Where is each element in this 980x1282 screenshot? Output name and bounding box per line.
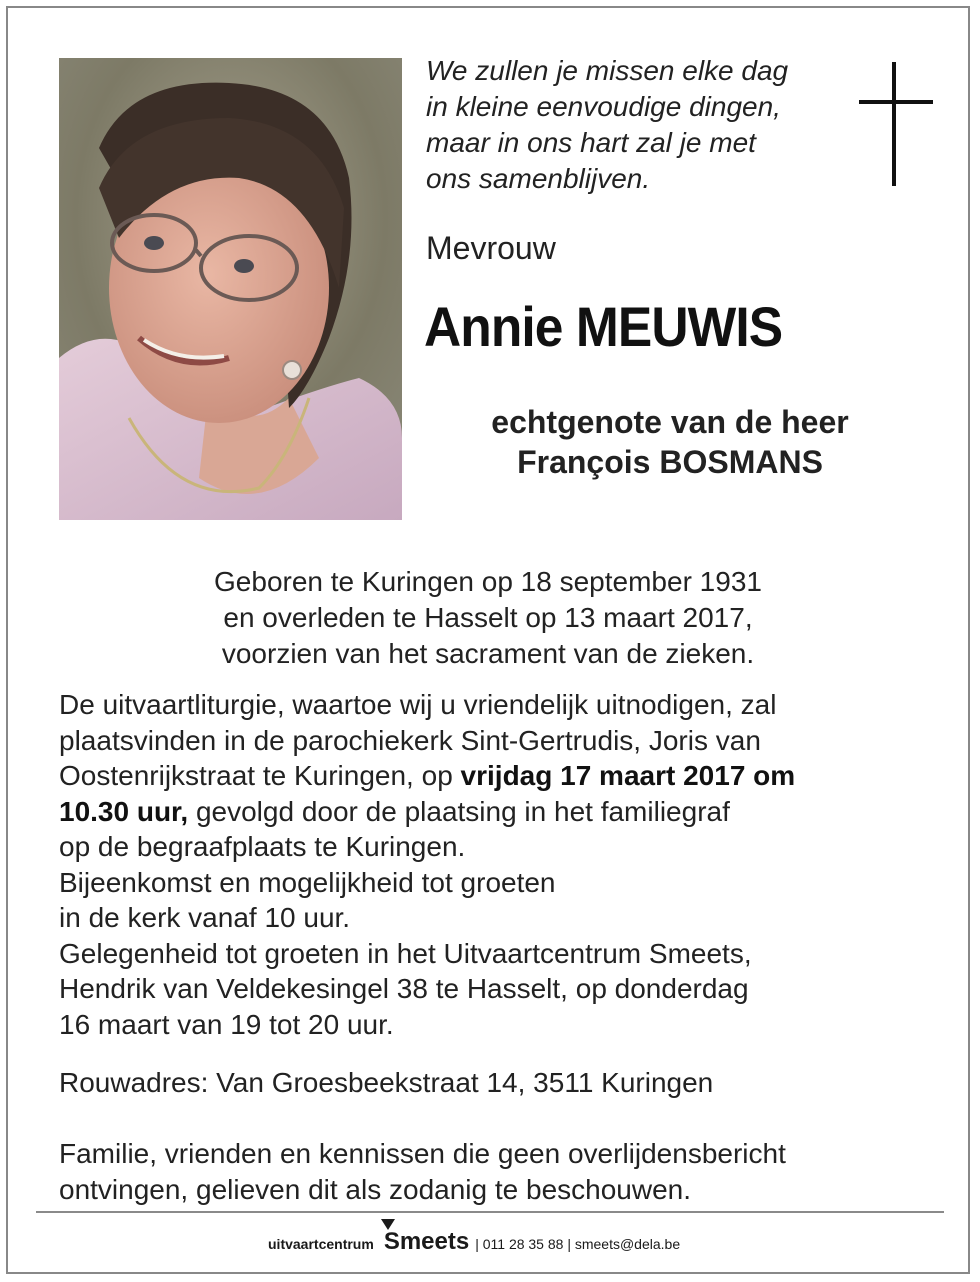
sacrament-line: voorzien van het sacrament van de zieken.	[221, 638, 755, 669]
ceremony-line	[59, 758, 939, 794]
birth-line: Geboren te Kuringen op 18 september 1931	[214, 566, 762, 597]
footer-prefix: uitvaartcentrum	[268, 1236, 374, 1252]
ceremony-line: op de begraafplaats te Kuringen.	[59, 831, 466, 862]
ceremony-line: in de kerk vanaf 10 uur.	[59, 902, 351, 933]
portrait-photo	[59, 58, 402, 520]
ceremony-line: De uitvaartliturgie, waartoe wij u vriendelijk uitnodigen, zal	[59, 689, 777, 720]
death-line: en overleden te Hasselt op 13 maart 2017,	[223, 602, 753, 633]
ceremony-date-bold: vrijdag 17 maart 2017 om	[460, 760, 796, 791]
ceremony-text: gevolgd door de plaatsing in het familiegraf	[188, 795, 730, 827]
closing-note	[59, 1136, 786, 1208]
life-dates	[40, 564, 936, 672]
closing-line: ontvingen, gelieven dit als zodanig te beschouwen.	[59, 1174, 691, 1205]
ceremony-line: Gelegenheid tot groeten in het Uitvaartcentrum Smeets,	[59, 937, 752, 969]
closing-line: Familie, vrienden en kennissen die geen overlijdensbericht	[59, 1138, 786, 1169]
poem-line: in kleine eenvoudige dingen,	[426, 91, 781, 122]
ceremony-line	[59, 794, 939, 830]
spouse-line: echtgenote van de heer	[491, 404, 849, 440]
spouse-name: François BOSMANS	[517, 444, 823, 480]
ceremony-details	[59, 687, 939, 1042]
footer-divider	[36, 1211, 944, 1213]
ceremony-line: Bijeenkomst en mogelijkheid tot groeten	[59, 866, 556, 898]
honorific: Mevrouw	[426, 230, 556, 266]
ceremony-line: Hendrik van Veldekesingel 38 te Hasselt, op donderdag	[59, 973, 749, 1004]
cross-icon	[859, 62, 933, 186]
poem-line: ons samenblijven.	[426, 163, 651, 194]
footer	[268, 1228, 680, 1262]
footer-brand: Smeets	[383, 1228, 470, 1255]
poem-line: We zullen je missen elke dag	[426, 55, 789, 86]
ceremony-time-bold: 10.30 uur,	[59, 795, 189, 827]
mourning-address: Rouwadres: Van Groesbeekstraat 14, 3511 Kuringen	[59, 1067, 714, 1098]
poem-line: maar in ons hart zal je met	[426, 127, 756, 158]
footer-contact: | 011 28 35 88 | smeets@dela.be	[475, 1236, 681, 1252]
spouse-block	[430, 402, 910, 482]
poem	[426, 53, 788, 197]
ceremony-text: Oostenrijkstraat te Kuringen, op	[59, 760, 461, 791]
deceased-name: Annie MEUWIS	[424, 295, 783, 358]
ceremony-line: plaatsvinden in de parochiekerk Sint-Gertrudis, Joris van	[59, 724, 761, 756]
ceremony-line: 16 maart van 19 tot 20 uur.	[59, 1008, 394, 1040]
